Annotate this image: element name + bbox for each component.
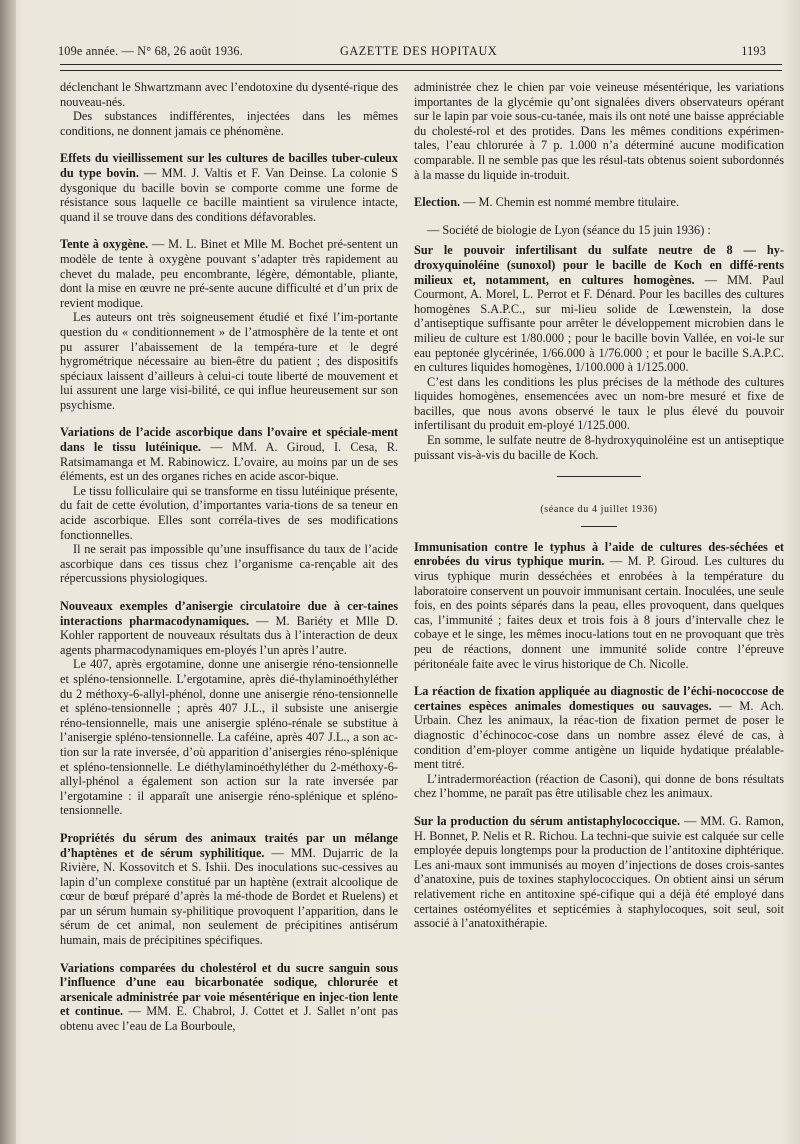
paragraph: En somme, le sulfate neutre de 8-hydroxyquinoléine est un antiseptique puissant vis-à-vis du bacille de Koch. <box>414 433 784 462</box>
issue-info: 109e année. — N° 68, 26 août 1936. <box>58 44 243 58</box>
page-binding-edge <box>0 0 16 1144</box>
paragraph: Les auteurs ont très soigneusement étudié et fixé l’im-portante question du « conditionnement » de l’atmosphère de la tente et ont pu assurer l’abaissement de la tempéra-ture et le degré hygrométrique nécessaire au bien-être du patient ; des dispositifs spéciaux laissent d’ailleurs à celui-ci toute liberté de mouvement et lui assurent une large visi-bilité, ce qui influe heureusement sur son psychisme. <box>60 310 398 412</box>
article-body: — M. Bariéty et Mlle D. Kohler rapportent de nouveaux résultats dus à l’interaction de deux agents pharmacodynamiques em-ployés l’un après l’autre. <box>60 613 398 657</box>
paragraph: C’est dans les conditions les plus précises de la méthode des cultures liquides homogènes, ensemencées avec un nom-bre mesuré et fixe de bacilles, que nous avons observé le taux le plus élevé du pouvoir infertilisant du produit em-ployé 1/125.000. <box>414 374 784 433</box>
page-number: 1193 <box>741 44 766 58</box>
article-paragraph <box>414 814 784 931</box>
paragraph: Il ne serait pas impossible qu’une insuffisance du taux de l’acide ascorbique dans ces tissus chez l’organisme ca-rençable ait des répercussions physiologiques. <box>60 542 398 586</box>
paragraph: déclenchant le Shwartzmann avec l’endotoxine du dysenté-rique des nouveau-nés. <box>60 80 398 109</box>
paragraph: Le 407, après ergotamine, donne une anisergie réno-tensionnelle et spléno-tensionnelle. L’ergotamine, après dié-thylaminoéthyléther du 2 méthoxy-6-allyl-phénol, donne une anisergie réno-tensionnelle et spléno-tensionnelle ; après 407 J.L., il subsiste une anisergie réno-tensionnelle, mais une anisergie spléno-rénale se substitue à l’anisergie spléno-tensionnelle. La caféine, après 407 J.L., a son ac-tion sur la rate inversée, d’où apparition d’anisergies réno-splénique et spléno-tensionnelle. Le diéthylaminoéthyléther du 2-méthoxy-6-allyl-phénol a également son action sur la rate inversée par l’ergotamine : il apparaît une anisergie réno-splénique et spléno-tensionnelle. <box>60 657 398 818</box>
article-body: — M. Chemin est nommé membre titulaire. <box>460 195 680 210</box>
article-title: Propriétés du sérum des animaux traités par un mélange d’haptènes et de sérum syphilitique. <box>60 830 398 860</box>
session-heading-block <box>414 503 784 527</box>
article-paragraph <box>414 540 784 671</box>
article-title: Sur la production du sérum antistaphylococcique. <box>414 813 681 828</box>
spacer <box>414 210 784 223</box>
article-title: Election. <box>414 195 461 210</box>
article-paragraph <box>60 237 398 310</box>
spacer <box>414 527 784 540</box>
article-paragraph <box>414 684 784 772</box>
article-title: Effets du vieillissement sur les cultures de bacilles tuber-culeux du type bovin. <box>60 151 398 180</box>
left-column <box>60 80 398 1034</box>
spacer <box>60 586 398 599</box>
article-title: Tente à oxygène. <box>60 237 149 252</box>
paragraph: administrée chez le chien par voie veineuse mésentérique, les variations importantes de la glycémie qu’ont signalées divers observateurs opérant sur le lapin par voie sous-cu-tanée, mais ils ont noté une baisse appréciable du cholesté-rol et des protides. Dans les mêmes conditions expérimen-tales, l’eau chlorurée à 7 p. 1.000 n’a déterminé aucune modification comparable. Il ne semble pas que les résul-tats obtenus soient subordonnés à la masse du liquide in-troduit. <box>414 80 784 182</box>
session-heading: (séance du 4 juillet 1936) <box>540 504 658 516</box>
article-title: Nouveaux exemples d’anisergie circulatoire due à cer-taines interactions pharmacodynamiques. <box>60 599 398 628</box>
spacer <box>60 948 398 961</box>
article-body: — MM. G. Ramon, H. Bonnet, P. Nelis et R. Richou. La techni-que suivie est calquée sur celle employée depuis longtemps pour la production de l’antitoxine diphtérique. Les ani-maux sont immunisés au moyen d’injections de doses crois-santes d’anatoxine, puis de toxines staphylococciques. On obtient ainsi un sérum relativement riche en antitoxine spé-cifique qui a déjà été employé dans certaines ostéomyélites et septicémies à staphylocoques, soit seul, soit associé à l’anatoxithérapie. <box>414 813 784 931</box>
spacer <box>414 801 784 814</box>
article-paragraph <box>60 599 398 657</box>
article-body: — MM. Dujarric de la Rivière, N. Kossovitch et S. Ishii. Des inoculations suc-cessives au lapin d’un complexe constitué par un haptène (extrait alcoolique de cœur de bœuf préparé d’après la mé-thode de Bordet et Ruelens) et par un sérum humain sy-philitique provoquent l’apparition, dans le sérum de cet animal, non seulement de précipitines antisérum humain, mais de précipitines spécifiques. <box>60 845 398 948</box>
article-paragraph <box>414 195 784 210</box>
article-body: — M. L. Binet et Mlle M. Bochet pré-sentent un modèle de tente à oxygène pouvant s’adapter très rapidement au chevet du malade, peu encombrante, légère, démontable, pliante, dont la mise en œuvre ne pré-sente aucune difficulté et d’un prix de revient modique. <box>60 237 398 310</box>
paragraph: Des substances indifférentes, injectées dans les mêmes conditions, ne donnent jamais ce phénomène. <box>60 109 398 138</box>
article-paragraph <box>60 151 398 224</box>
spacer <box>414 671 784 684</box>
header-rule-thin <box>60 70 782 71</box>
article-paragraph <box>414 243 784 374</box>
article-body: — M. Ach. Urbain. Chez les animaux, la réac-tion de fixation permet de poser le diagnostic d’échinococ-cose dans un nombre assez élevé de cas, à condition d’em-ployer comme antigène un liquide hydatique préalable-ment titré. <box>414 698 784 772</box>
spacer <box>60 818 398 831</box>
running-header <box>58 44 782 66</box>
section-separator-rule <box>557 476 641 477</box>
article-body: — M. P. Giroud. Les cultures du virus typhique murin desséchées et enrobées à la température du laboratoire conservent un pouvoir immunisant certain. Inoculées, une seule fois, en des points séparés dans la peau, elles provoquent, dans quelques cas, l’immunité ; faites deux et trois fois à 8 jours d’intervalle chez le cobaye et le singe, les mêmes inocu-lations tout en ne provoquant que très peu de réactions, donnent une immunité solide contre l’épreuve péritonéale faite avec le virus historique de Ch. Nicolle. <box>414 554 785 671</box>
article-title: Variations comparées du cholestérol et du sucre sanguin sous l’influence d’une eau bicarbonatée sodique, chlorurée et arsenicale administrée par voie mésentérique en injec-tion lente et continue. <box>60 960 398 1019</box>
paragraph: Le tissu folliculaire qui se transforme en tissu lutéinique présente, du fait de cette évolution, d’importantes varia-tions de sa teneur en acide ascorbique. Elles sont corréla-tives de ses modifications fonctionnelles. <box>60 483 398 542</box>
paragraph: — Société de biologie de Lyon (séance du 15 juin 1936) : <box>427 222 711 237</box>
article-title: Variations de l’acide ascorbique dans l’ovaire et spéciale-ment dans le tissu lutéinique. <box>60 425 398 455</box>
article-body: — MM. J. Valtis et F. Van Deinse. La colonie S dysgonique du bacille bovin se comporte comme une forme de résistance sous laquelle ce bacille maintient sa virulence intacte, quand il se trouve dans des conditions défavorables. <box>60 165 398 224</box>
spacer <box>60 224 398 237</box>
article-title: Sur le pouvoir infertilisant du sulfate neutre de 8 — hy-droxyquinoléine (sunoxol) pour le bacille de Koch en diffé-rents milieux et, notamment, en cultures homogènes. <box>414 243 784 287</box>
paragraph: L’intradermoréaction (réaction de Casoni), qui donne de bons résultats chez l’homme, ne paraît pas être utilisable chez les animaux. <box>414 771 784 801</box>
right-column <box>414 80 784 931</box>
spacer <box>60 138 398 151</box>
article-paragraph <box>60 831 398 948</box>
spacer <box>60 412 398 425</box>
article-paragraph <box>60 425 398 483</box>
header-rule-thick <box>60 64 782 65</box>
section-separator <box>414 462 784 477</box>
journal-title: GAZETTE DES HOPITAUX <box>340 44 498 58</box>
article-body: — MM. E. Chabrol, J. Cottet et J. Sallet n’ont pas obtenu avec l’eau de La Bourboule, <box>60 1004 398 1034</box>
article-paragraph <box>60 961 398 1034</box>
article-title: La réaction de fixation appliquée au diagnostic de l’échi-nococcose de certaines espèces animales domestiques ou sauvages. <box>414 684 784 713</box>
article-body: — MM. A. Giroud, I. Cesa, R. Ratsimamanga et M. Rabinowicz. L’ovaire, au moins par un de ses éléments, est un des organes riches en acide ascor-bique. <box>60 440 398 484</box>
spacer <box>414 182 784 195</box>
article-body: — MM. Paul Courmont, A. Morel, L. Perrot et F. Dénard. Pour les bacilles des cultures homogènes S.A.P.C., sur mi-lieu solide de Lœwenstein, la dose d’antiseptique suffisante pour arrêter le développement microbien dans le milieu de culture est 1/80.000 ; pour le bacille bovin Vallée, en voi-le sur eau peptonée glycérinée, 1/66.000 à 1/76.000 ; et pour le bacille S.A.P.C. en cultures liquides homogènes, 1/100.000 à 1/125.000. <box>414 272 785 375</box>
article-title: Immunisation contre le typhus à l’aide de cultures des-séchées et enrobées du virus typhique murin. <box>414 539 784 569</box>
